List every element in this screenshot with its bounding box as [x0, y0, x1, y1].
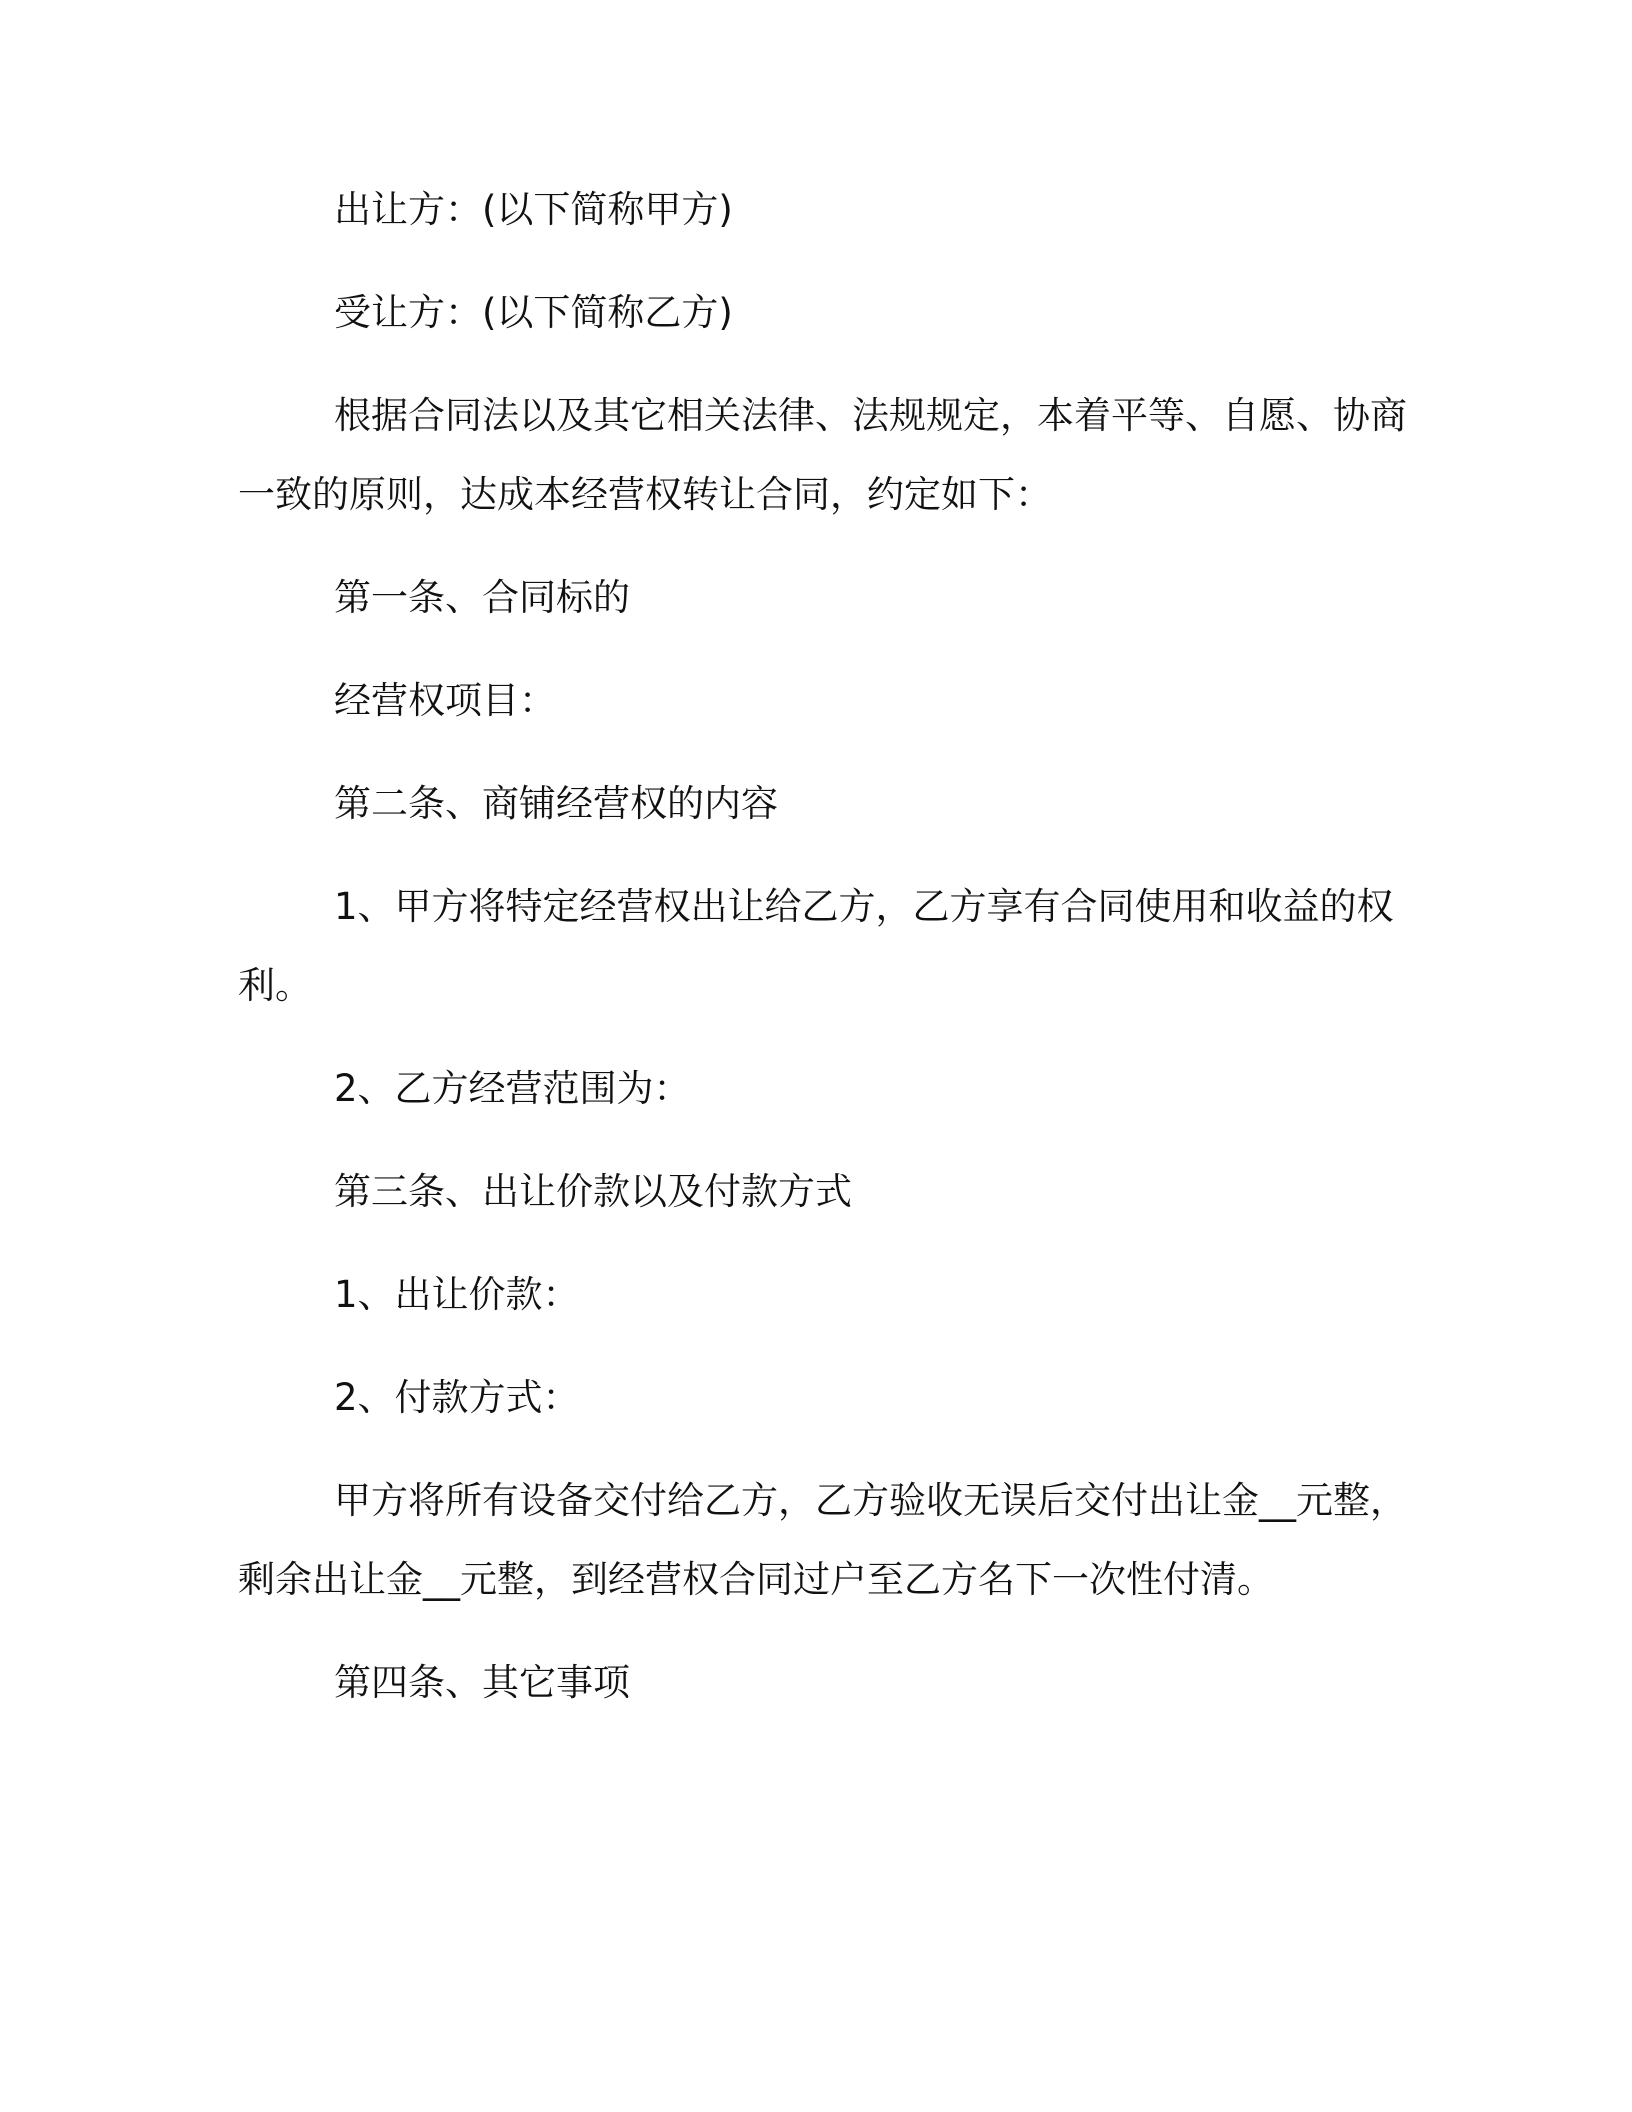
- preamble-paragraph: 根据合同法以及其它相关法律、法规规定，本着平等、自愿、协商一致的原则，达成本经营权转让合同，约定如下：: [238, 394, 1407, 516]
- business-item-line: 经营权项目：: [334, 679, 556, 722]
- article-2-heading: 第二条、商铺经营权的内容: [334, 782, 778, 825]
- article-2-clause-1: 1、甲方将特定经营权出让给乙方，乙方享有合同使用和收益的权利。: [238, 885, 1394, 1007]
- transferee-line: 受让方：(以下简称乙方): [334, 291, 733, 334]
- article-3-heading: 第三条、出让价款以及付款方式: [334, 1170, 852, 1213]
- article-1-heading: 第一条、合同标的: [334, 576, 630, 619]
- article-2-clause-2: 2、乙方经营范围为：: [334, 1067, 691, 1110]
- article-3-clause-1: 1、出让价款：: [334, 1273, 580, 1316]
- document-body: [238, 170, 1418, 1746]
- payment-terms-paragraph: 甲方将所有设备交付给乙方，乙方验收无误后交付出让金__元整，剩余出让金__元整，到经营权合同过户至乙方名下一次性付清。: [238, 1479, 1407, 1601]
- article-3-clause-2: 2、付款方式：: [334, 1376, 580, 1419]
- article-4-heading: 第四条、其它事项: [334, 1661, 630, 1704]
- transferor-line: 出让方：(以下简称甲方): [334, 188, 733, 231]
